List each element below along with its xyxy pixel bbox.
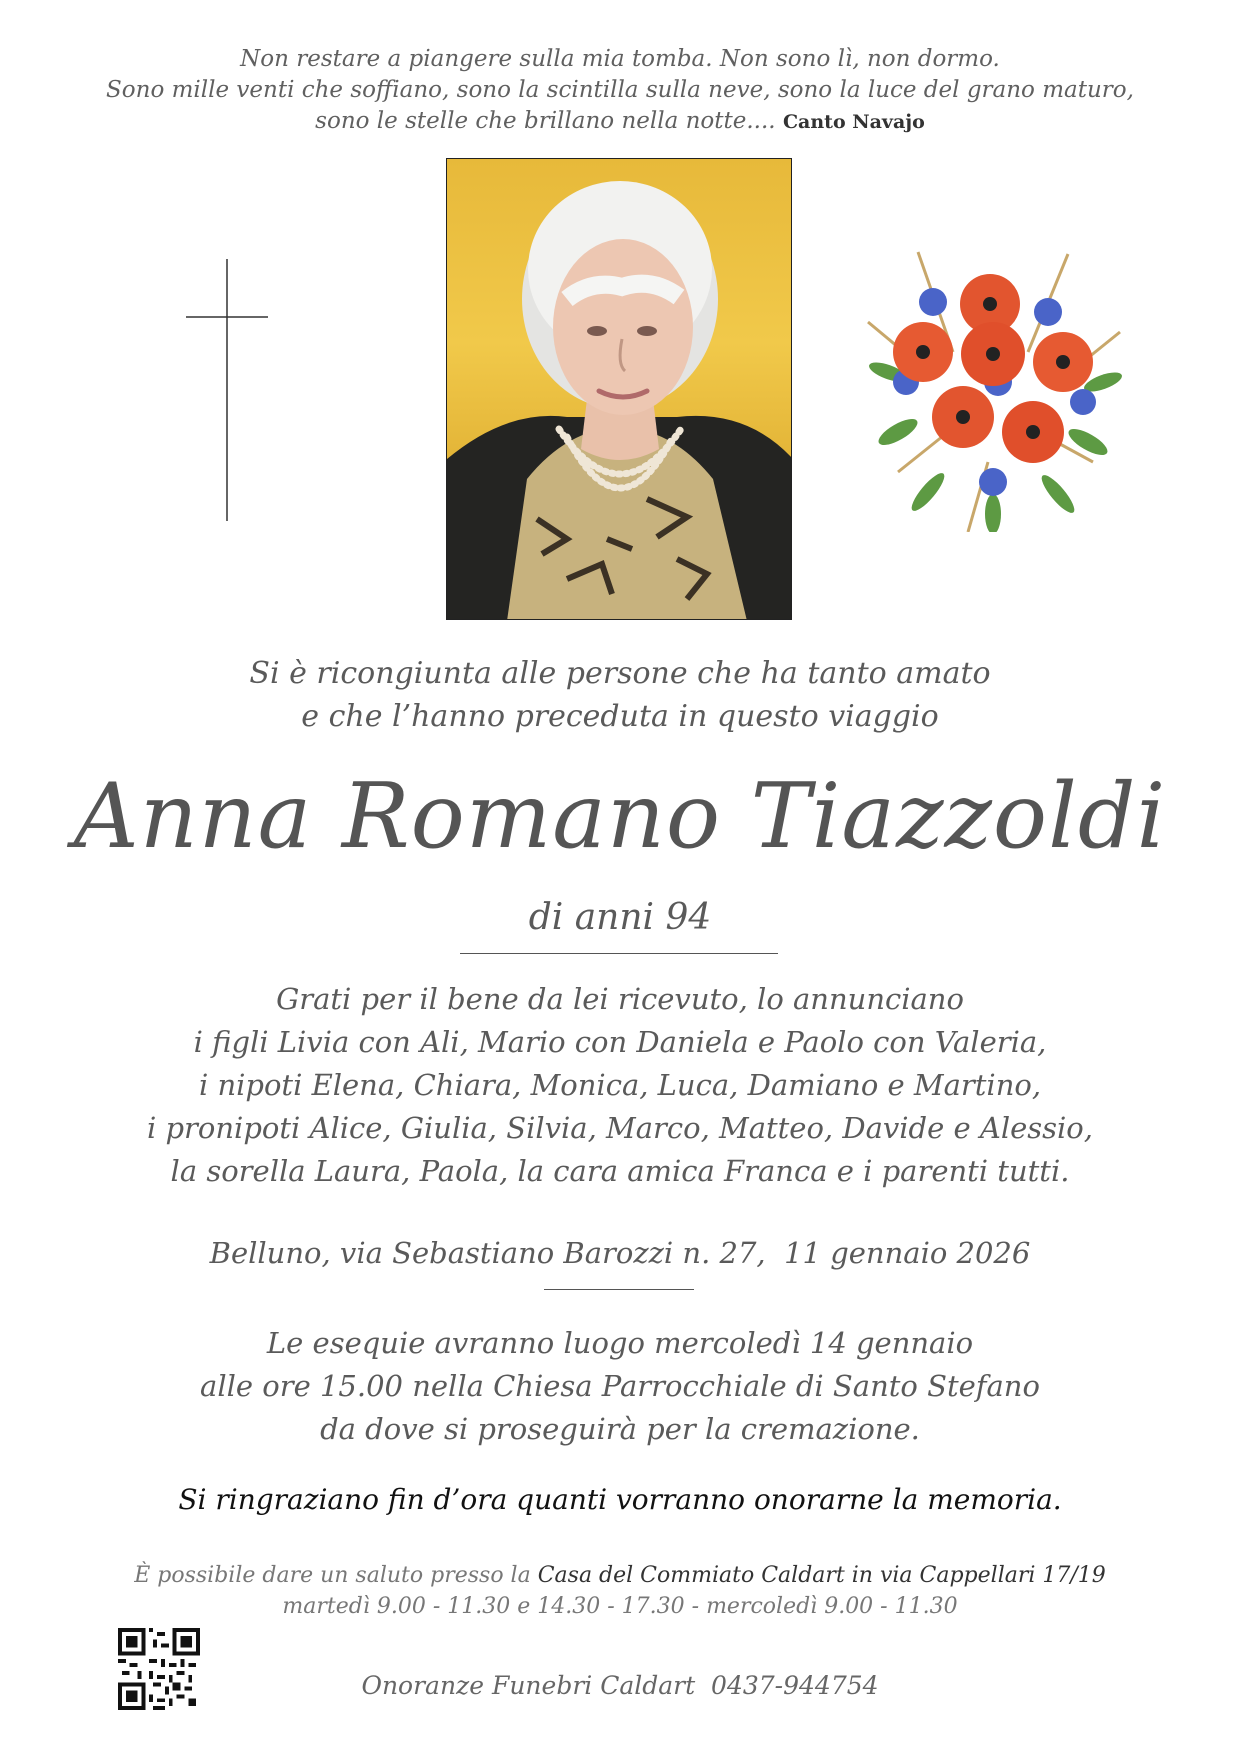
- subtitle: [0, 652, 1240, 738]
- announcement-line-4: i pronipoti Alice, Giulia, Silvia, Marco, Matteo, Davide e Alessio,: [147, 1111, 1093, 1145]
- announcement-line-3: i nipoti Elena, Chiara, Monica, Luca, Damiano e Martino,: [198, 1068, 1042, 1102]
- quote-line-1: Non restare a piangere sulla mia tomba. Non sono lì, non dormo.: [240, 46, 1000, 72]
- poppy-bouquet-icon: [858, 232, 1128, 532]
- funeral-agency: Onoranze Funebri Caldart 0437-944754: [361, 1671, 879, 1700]
- place-date: Belluno, via Sebastiano Barozzi n. 27, 11 gennaio 2026: [209, 1236, 1031, 1270]
- cross-icon: [186, 259, 268, 521]
- announcement-line-2: i figli Livia con Ali, Mario con Daniela e Paolo con Valeria,: [193, 1025, 1047, 1059]
- quote-line-3: sono le stelle che brillano nella notte....: [315, 108, 776, 134]
- epigraph-quote: [0, 44, 1240, 138]
- visit-location: Casa del Commiato Caldart in via Cappellari 17/19: [537, 1563, 1106, 1588]
- funeral-info: [0, 1322, 1240, 1451]
- announcement-line-5: la sorella Laura, Paola, la cara amica Franca e i parenti tutti.: [170, 1154, 1070, 1188]
- funeral-line-1: Le esequie avranno luogo mercoledì 14 gennaio: [266, 1326, 974, 1360]
- quote-author: Canto Navajo: [782, 111, 925, 133]
- announcement-line-1: Grati per il bene da lei ricevuto, lo annunciano: [276, 982, 964, 1016]
- deceased-name: Anna Romano Tiazzoldi: [73, 764, 1167, 869]
- visit-hours: martedì 9.00 - 11.30 e 14.30 - 17.30 - mercoledì 9.00 - 11.30: [282, 1594, 958, 1619]
- subtitle-line-1: Si è ricongiunta alle persone che ha tanto amato: [249, 656, 991, 691]
- quote-line-2: Sono mille venti che soffiano, sono la scintilla sulla neve, sono la luce del grano maturo,: [106, 77, 1134, 103]
- divider: [460, 953, 778, 954]
- subtitle-line-2: e che l’hanno preceduta in questo viaggio: [301, 699, 939, 734]
- visit-prefix: È possibile dare un saluto presso la: [134, 1563, 538, 1588]
- funeral-line-2: alle ore 15.00 nella Chiesa Parrocchiale di Santo Stefano: [200, 1369, 1040, 1403]
- deceased-age: di anni 94: [528, 897, 712, 938]
- deceased-portrait: [446, 158, 792, 620]
- funeral-line-3: da dove si proseguirà per la cremazione.: [320, 1412, 920, 1446]
- divider: [544, 1289, 694, 1290]
- thanks-note: Si ringraziano fin d’ora quanti vorranno onorarne la memoria.: [178, 1483, 1062, 1516]
- visitation-info: [0, 1560, 1240, 1622]
- announcement: [0, 978, 1240, 1193]
